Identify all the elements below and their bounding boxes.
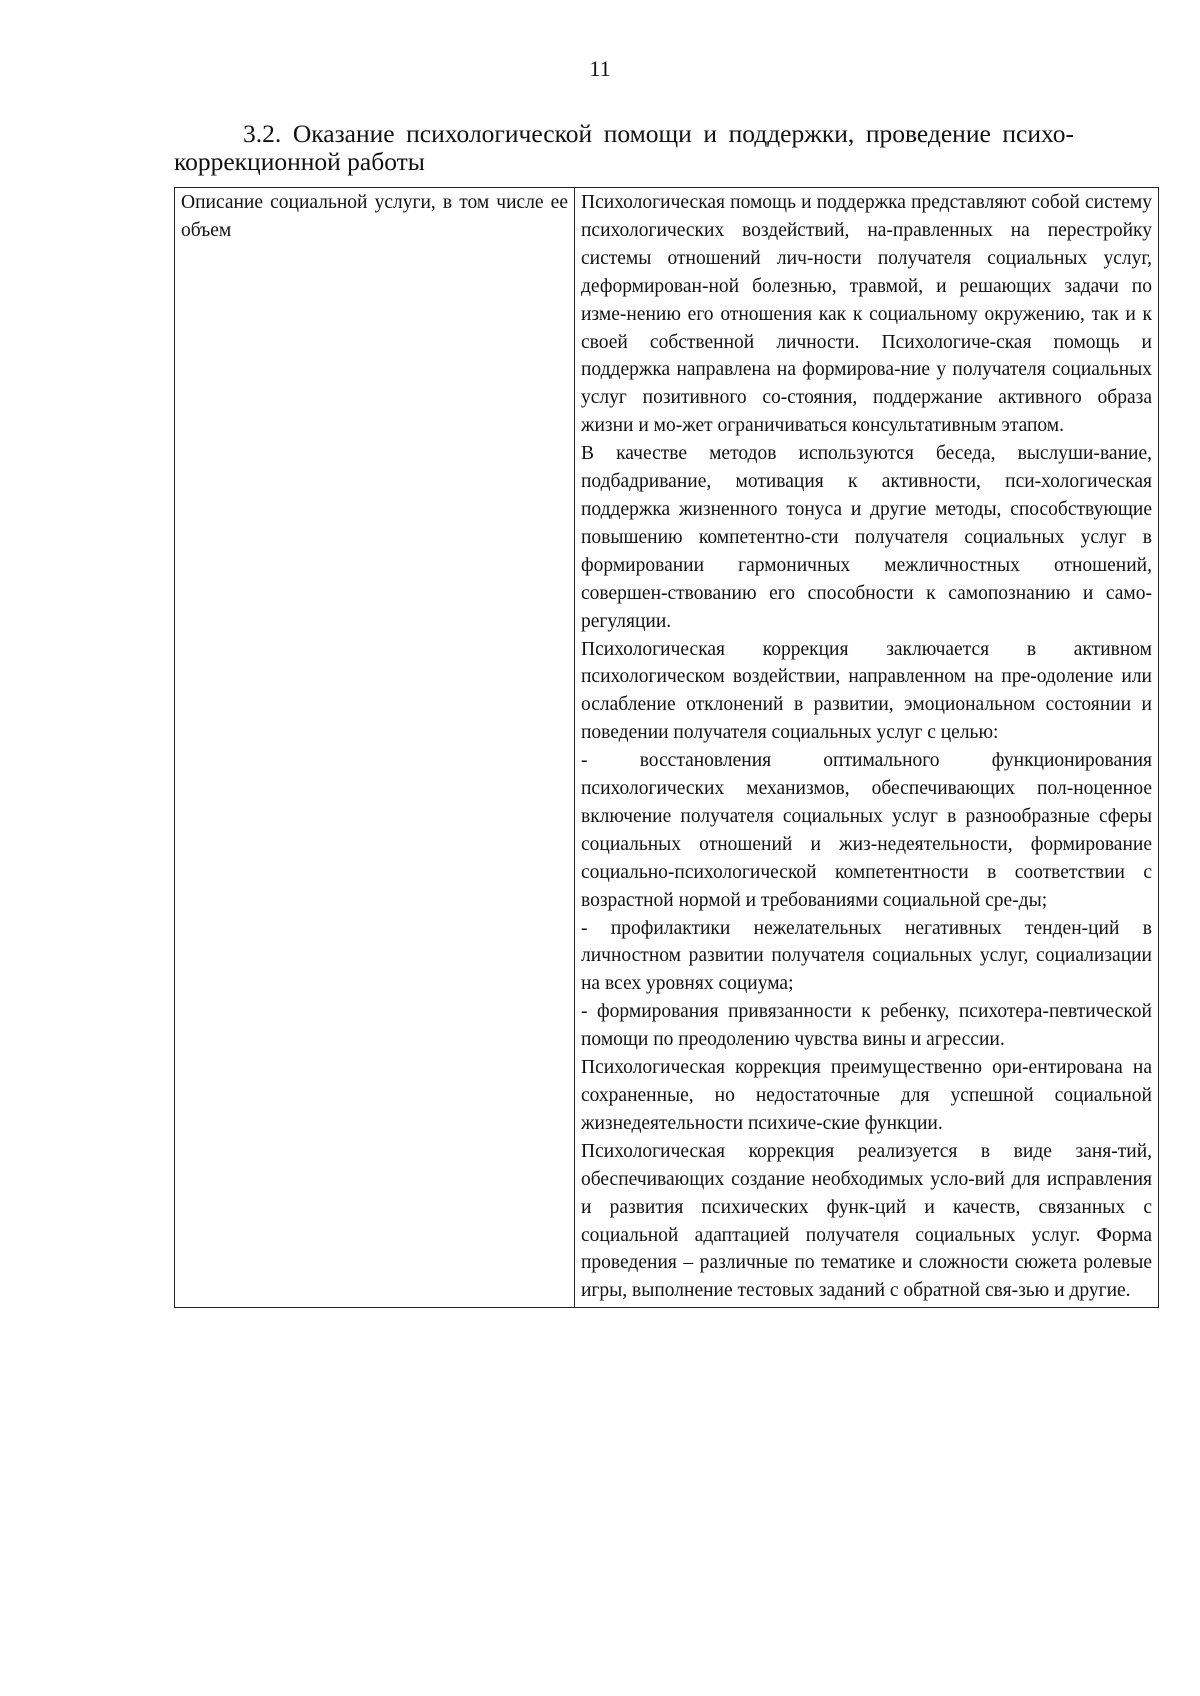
content-paragraph-6: - формирования привязанности к ребенку, психотера-певтической помощи по преодолению чувства вины и агрессии. — [581, 1001, 1152, 1051]
table-label-cell — [175, 188, 575, 1308]
page-number: 11 — [589, 56, 611, 81]
table-label-text: Описание социальной услуги, в том числе ее объем — [181, 192, 568, 241]
table-content-cell — [575, 188, 1159, 1308]
section-heading: 3.2. Оказание психологической помощи и поддержки, проведение психо-коррекционной работы — [174, 119, 1074, 176]
content-paragraph-2: В качестве методов используются беседа, выслуши-вание, подбадривание, мотивация к активности, пси-хологическая поддержка жизненного тонуса и другие методы, способствующие повышению компетентно-сти получателя социальных услуг в формировании гармоничных межличностных отношений, совершен-ствованию его способности к самопознанию и само-регуляции. — [581, 443, 1152, 632]
content-paragraph-3: Психологическая коррекция заключается в активном психологическом воздействии, направленном на пре-одоление или ослабление отклонений в развитии, эмоциональном состоянии и поведении получателя социальных услуг с целью: — [581, 638, 1152, 744]
content-paragraph-4: - восстановления оптимального функционирования психологических механизмов, обеспечивающих пол-ноценное включение получателя социальных услуг в разнообразные сферы социальных отношений и жиз-недеятельности, формирование социально-психологической компетентности в соответствии с возрастной нормой и требованиями социальной сре-ды; — [581, 750, 1152, 911]
service-description-table — [174, 187, 1159, 1308]
content-paragraph-7: Психологическая коррекция преимущественно ори-ентирована на сохраненные, но недостаточные для успешной социальной жизнедеятельности психиче-ские функции. — [581, 1057, 1152, 1134]
content-paragraph-5: - профилактики нежелательных негативных тенден-ций в личностном развитии получателя социальных услуг, социализации на всех уровнях социума; — [581, 917, 1152, 995]
content-paragraph-1: Психологическая помощь и поддержка представляют собой систему психологических воздействий, на-правленных на перестройку системы отношений лич-ности получателя социальных услуг, деформирован-ной болезнью, травмой, и решающих задачи по изме-нению его отношения как к социальному окружению, так и к своей собственной личности. Психологиче-ская помощь и поддержка направлена на формирова-ние у получателя социальных услуг позитивного со-стояния, поддержание активного образа жизни и мо-жет ограничиваться консультативным этапом. — [581, 192, 1152, 437]
content-paragraph-8: Психологическая коррекция реализуется в виде заня-тий, обеспечивающих создание необходимых усло-вий для исправления и развития психических функ-ций и качеств, связанных с социальной адаптацией получателя социальных услуг. Форма проведения – различные по тематике и сложности сюжета ролевые игры, выполнение тестовых заданий с обратной свя-зью и другие. — [581, 1140, 1152, 1302]
table-row — [175, 188, 1159, 1308]
